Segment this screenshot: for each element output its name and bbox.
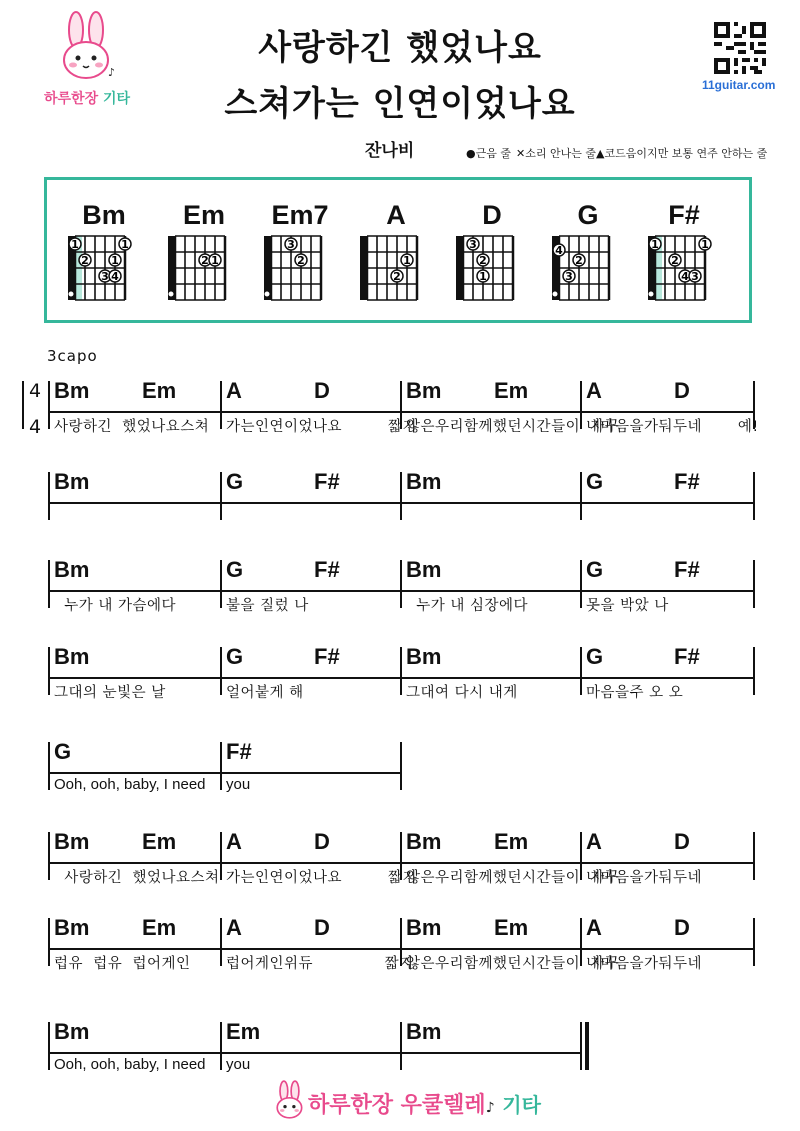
chord-symbol: Bm [406, 378, 442, 403]
lyric-text: 내마음을가둬두네 [586, 956, 703, 972]
barline [400, 560, 402, 608]
finger-number: 1 [479, 270, 487, 283]
barline [48, 381, 50, 429]
chord-chart-box [44, 177, 752, 323]
finger-number: 4 [681, 270, 689, 283]
chord-symbol: Bm [54, 915, 90, 940]
barline [753, 832, 755, 880]
chord-symbol: Em [494, 378, 529, 403]
lyric-text: 얼어붙게 해 [226, 685, 304, 701]
chord-symbol: Em [494, 829, 529, 854]
chord-symbol: Bm [406, 829, 442, 854]
lyric-text: 가는인연이었나요 짧지 [226, 870, 418, 886]
finger-number: 4 [555, 244, 563, 257]
site-link[interactable]: 11guitar.com [702, 78, 776, 92]
chord-symbol: A [226, 915, 242, 940]
chord-symbol: D [314, 915, 330, 940]
chord-symbol: Em [142, 829, 177, 854]
chord-symbol: D [674, 829, 690, 854]
song-title-line2: 스쳐가는 인연이었나요 [224, 84, 576, 124]
chord-symbol: Bm [406, 557, 442, 582]
finger-number: 3 [565, 270, 573, 283]
chord-symbol: A [226, 829, 242, 854]
chord-symbol: F# [674, 469, 700, 494]
time-signature-bottom: 4 [29, 416, 42, 438]
chord-diagram-name: D [482, 200, 502, 230]
barline [753, 560, 755, 608]
chord-symbol: F# [314, 557, 340, 582]
chord-diagram-name: Em [182, 200, 226, 230]
barline [400, 472, 402, 520]
chord-symbol: Bm [406, 469, 442, 494]
capo-label: 3capo [47, 347, 98, 365]
finger-number: 1 [651, 238, 659, 251]
lyric-text: 사랑하긴 했었나요스쳐 [54, 419, 210, 435]
lyric-text: 누가 내 가슴에다 [54, 598, 176, 614]
barline [48, 472, 50, 520]
chord-symbol: F# [674, 644, 700, 669]
barline [580, 647, 582, 695]
chord-symbol: G [586, 557, 604, 582]
lyric-text: you [226, 1056, 251, 1073]
chord-symbol: F# [674, 557, 700, 582]
finger-number: 2 [479, 254, 487, 267]
lyric-text: 불을 질렀 나 [226, 598, 309, 614]
lyric-text: 럽유 럽유 럽어게인 [54, 956, 191, 972]
chord-symbol: G [586, 469, 604, 494]
artist-name: 잔나비 [365, 141, 415, 161]
barline [400, 742, 402, 790]
barline [48, 560, 50, 608]
chord-diagram-name: A [386, 200, 406, 230]
chord-symbol: Bm [54, 557, 90, 582]
fretboard [359, 234, 435, 324]
bunny-icon [52, 10, 122, 82]
chord-symbol: A [586, 915, 602, 940]
barline [580, 1022, 582, 1070]
barline [48, 918, 50, 966]
lyric-text: 가는인연이었나요 짧지 [226, 419, 418, 435]
chord-symbol: F# [314, 469, 340, 494]
chord-symbol: Bm [406, 915, 442, 940]
fretboard [647, 234, 723, 324]
music-note-icon: ♪ [485, 1100, 495, 1116]
chord-symbol: D [674, 378, 690, 403]
chord-diagram-name: Em7 [271, 200, 329, 230]
lyric-text: 사랑하긴 했었나요스쳐 [54, 870, 220, 886]
chord-diagram-name: Bm [82, 200, 126, 230]
footer-brand-suffix: 기타 [502, 1093, 541, 1117]
chord-symbol: D [674, 915, 690, 940]
barline [220, 918, 222, 966]
finger-number: 1 [211, 254, 219, 267]
barline [220, 647, 222, 695]
chord-symbol: G [586, 644, 604, 669]
legend-root: ●근음 줄 [466, 147, 511, 160]
chord-symbol: G [226, 557, 244, 582]
chord-symbol: G [226, 469, 244, 494]
logo-bottom [270, 1080, 550, 1124]
barline [220, 472, 222, 520]
barline [220, 832, 222, 880]
barline [220, 742, 222, 790]
lyric-text: 그대의 눈빛은 날 [54, 685, 166, 701]
chord-symbol: Em [142, 915, 177, 940]
chord-symbol: Bm [54, 378, 90, 403]
chord-symbol: F# [314, 644, 340, 669]
fretboard [167, 234, 243, 324]
lyric-text: 내마음을가둬두네 예! [586, 419, 759, 435]
bunny-footer-icon [270, 1080, 310, 1120]
legend-optional: ▲코드음이지만 보통 연주 안하는 줄 [596, 147, 768, 160]
finger-number: 4 [111, 270, 119, 283]
lyric-text: 마음을주 오 오 [586, 685, 684, 701]
chord-diagram-name: G [577, 200, 599, 230]
finger-number: 2 [297, 254, 305, 267]
lyric-text: Ooh, ooh, baby, I need [54, 1056, 206, 1073]
chord-symbol: D [314, 829, 330, 854]
staff-line [48, 1052, 582, 1054]
barline [753, 472, 755, 520]
time-signature-top: 4 [29, 380, 42, 402]
chord-diagram-name: F# [668, 200, 700, 230]
chord-symbol: Em [142, 378, 177, 403]
chord-symbol: Bm [54, 1019, 90, 1044]
barline [400, 1022, 402, 1070]
lyric-text: 못을 박았 나 [586, 598, 669, 614]
footer-brand-label: 하루한장 우쿨렐레 [308, 1093, 486, 1118]
lyric-text: 않은우리함께했던시간들이 자꾸 [406, 419, 620, 435]
chord-symbol: A [586, 378, 602, 403]
song-title-line1: 사랑하긴 했었나요 [258, 28, 542, 68]
lyric-text: 럽어게인위듀 짧지 [226, 956, 414, 972]
lyric-text: Ooh, ooh, baby, I need [54, 776, 206, 793]
barline [400, 647, 402, 695]
finger-number: 3 [469, 238, 477, 251]
finger-number: 1 [403, 254, 411, 267]
finger-number: 1 [701, 238, 709, 251]
staff-line [48, 772, 402, 774]
lyric-text: 그대여 다시 내게 [406, 685, 518, 701]
chord-symbol: D [314, 378, 330, 403]
finger-number: 3 [691, 270, 699, 283]
lyric-text: 않은우리함께했던시간들이 자꾸 [406, 870, 620, 886]
finger-number: 2 [575, 254, 583, 267]
barline [48, 742, 50, 790]
chord-symbol: Bm [54, 829, 90, 854]
chord-symbol: Bm [54, 644, 90, 669]
lyric-text: 내마음을가둬두네 [586, 870, 703, 886]
finger-number: 2 [671, 254, 679, 267]
brand-top-label: 하루한장 [44, 91, 99, 107]
finger-number: 3 [101, 270, 109, 283]
chord-symbol: Bm [54, 469, 90, 494]
chord-symbol: Em [494, 915, 529, 940]
system-start-barline [22, 381, 24, 429]
chord-symbol: Bm [406, 644, 442, 669]
finger-number: 2 [393, 270, 401, 283]
chord-symbol: Em [226, 1019, 261, 1044]
finger-number: 1 [121, 238, 129, 251]
qr-code[interactable] [714, 22, 766, 74]
svg-text:♪: ♪ [108, 66, 116, 79]
chord-symbol: Bm [406, 1019, 442, 1044]
fretboard [263, 234, 339, 324]
lyric-text: you [226, 776, 251, 793]
final-barline [585, 1022, 589, 1070]
chord-symbol: F# [226, 739, 252, 764]
chord-symbol: G [54, 739, 72, 764]
chord-symbol: G [226, 644, 244, 669]
barline [220, 560, 222, 608]
barline [580, 560, 582, 608]
barline [220, 1022, 222, 1070]
qr-code-icon [714, 22, 766, 74]
fretboard [67, 234, 143, 324]
lyric-text: 않은우리함께했던시간들이 자꾸 [406, 956, 620, 972]
barline [220, 381, 222, 429]
finger-number: 1 [71, 238, 79, 251]
finger-number: 1 [111, 254, 119, 267]
chord-symbol: A [226, 378, 242, 403]
chord-symbol: A [586, 829, 602, 854]
barline [753, 918, 755, 966]
barline [753, 647, 755, 695]
finger-number: 3 [287, 238, 295, 251]
barline [48, 647, 50, 695]
finger-number: 2 [81, 254, 89, 267]
logo-top [44, 10, 134, 110]
barline [48, 832, 50, 880]
barline [48, 1022, 50, 1070]
fretboard [455, 234, 531, 324]
lyric-text: 누가 내 심장에다 [406, 598, 528, 614]
fretboard [551, 234, 627, 324]
barline [580, 472, 582, 520]
brand-top-suffix: 기타 [102, 91, 131, 107]
legend-mute: ✕소리 안나는 줄 [516, 147, 596, 160]
finger-number: 2 [201, 254, 209, 267]
